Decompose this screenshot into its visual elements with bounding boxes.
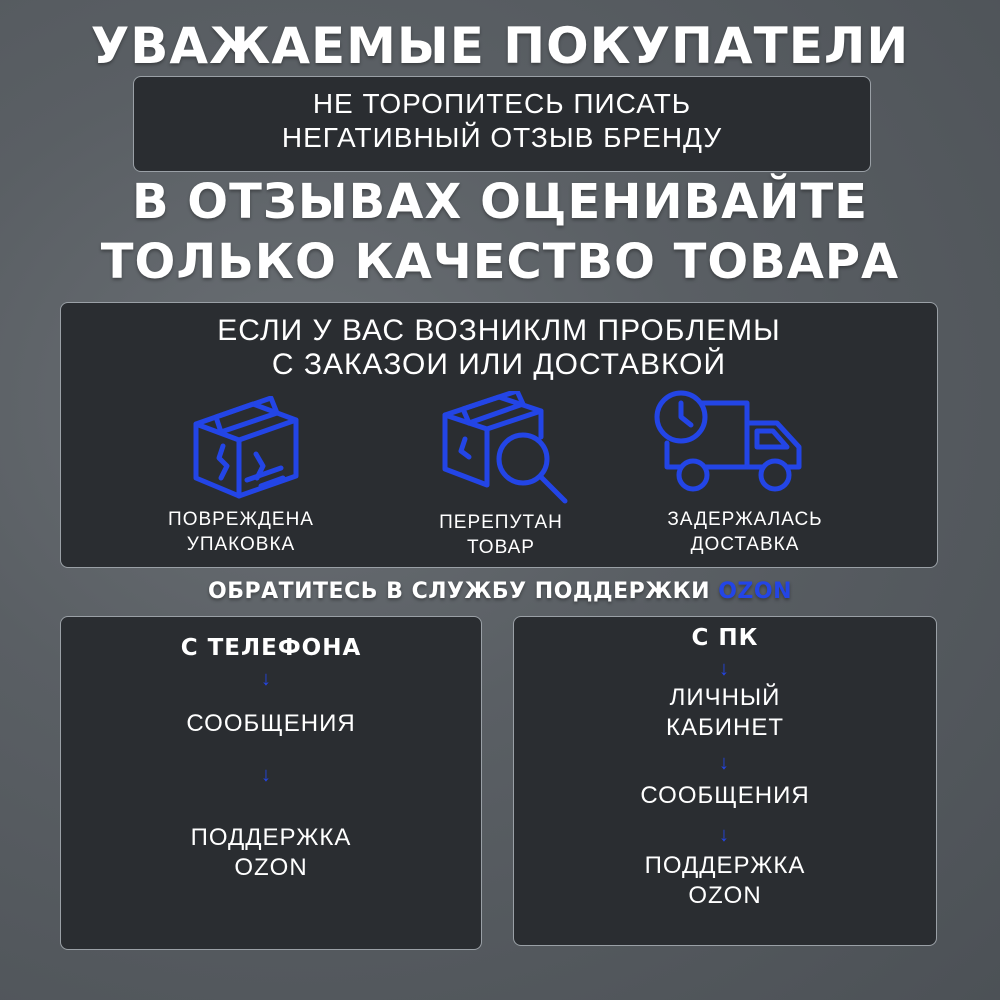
phone-step-support-line-1: ПОДДЕРЖКА — [190, 824, 352, 851]
caption-wrong-line-1: ПЕРЕПУТАН — [439, 512, 563, 533]
pc-arrow-2: ↓ — [719, 752, 729, 774]
pc-step-support-line-1: ПОДДЕРЖКА — [644, 852, 806, 879]
pc-step-support — [514, 851, 936, 911]
caption-damaged-line-2: УПАКОВКА — [186, 534, 296, 555]
pc-step-support-line-2: OZON — [688, 882, 762, 909]
notice-line-1: НЕ ТОРОПИТЕСЬ ПИСАТЬ — [312, 88, 692, 119]
problems-panel — [60, 302, 938, 568]
phone-panel — [60, 616, 482, 950]
box-search-icon — [441, 391, 571, 506]
caption-delayed-delivery — [635, 507, 855, 557]
problems-line-2: С ЗАКАЗОИ ИЛИ ДОСТАВКОЙ — [271, 348, 727, 381]
pc-step-messages: СООБЩЕНИЯ — [640, 782, 810, 809]
pc-arrow-1: ↓ — [719, 658, 729, 680]
caption-wrong-line-2: ТОВАР — [467, 537, 535, 558]
notice-panel — [133, 76, 871, 172]
phone-step-support — [61, 823, 481, 883]
pc-step-account-line-1: ЛИЧНЫЙ — [669, 684, 781, 711]
caption-damaged-line-1: ПОВРЕЖДЕНА — [168, 509, 314, 530]
delivery-truck-clock-icon — [653, 389, 805, 497]
support-heading — [0, 576, 1000, 608]
phone-arrow-1: ↓ — [261, 668, 271, 690]
problems-line-1: ЕСЛИ У ВАС ВОЗНИКЛМ ПРОБЛЕМЫ — [217, 314, 781, 347]
ozon-brand-text: OZON — [718, 579, 792, 604]
phone-arrow-2: ↓ — [261, 764, 271, 786]
subtitle-line-2: ТОЛЬКО КАЧЕСТВО ТОВАРА — [100, 234, 900, 290]
pc-arrow-3: ↓ — [719, 824, 729, 846]
caption-delayed-line-1: ЗАДЕРЖАЛАСЬ — [667, 509, 823, 530]
pc-title: С ПК — [691, 625, 759, 651]
phone-title: С ТЕЛЕФОНА — [180, 635, 362, 661]
pc-step-account-line-2: КАБИНЕТ — [666, 714, 784, 741]
phone-step-messages: СООБЩЕНИЯ — [186, 710, 356, 737]
damaged-box-icon — [191, 396, 301, 501]
caption-damaged-packaging — [131, 507, 351, 557]
phone-step-support-line-2: OZON — [234, 854, 308, 881]
pc-panel — [513, 616, 937, 946]
pc-step-account — [514, 683, 936, 743]
page-title: УВАЖАЕМЫЕ ПОКУПАТЕЛИ — [90, 17, 910, 75]
caption-wrong-item — [391, 510, 611, 560]
subtitle-line-1: В ОТЗЫВАХ ОЦЕНИВАЙТЕ — [131, 174, 869, 230]
support-text: ОБРАТИТЕСЬ В СЛУЖБУ ПОДДЕРЖКИ — [208, 579, 719, 604]
caption-delayed-line-2: ДОСТАВКА — [690, 534, 800, 555]
notice-line-2: НЕГАТИВНЫЙ ОТЗЫВ БРЕНДУ — [281, 122, 723, 153]
